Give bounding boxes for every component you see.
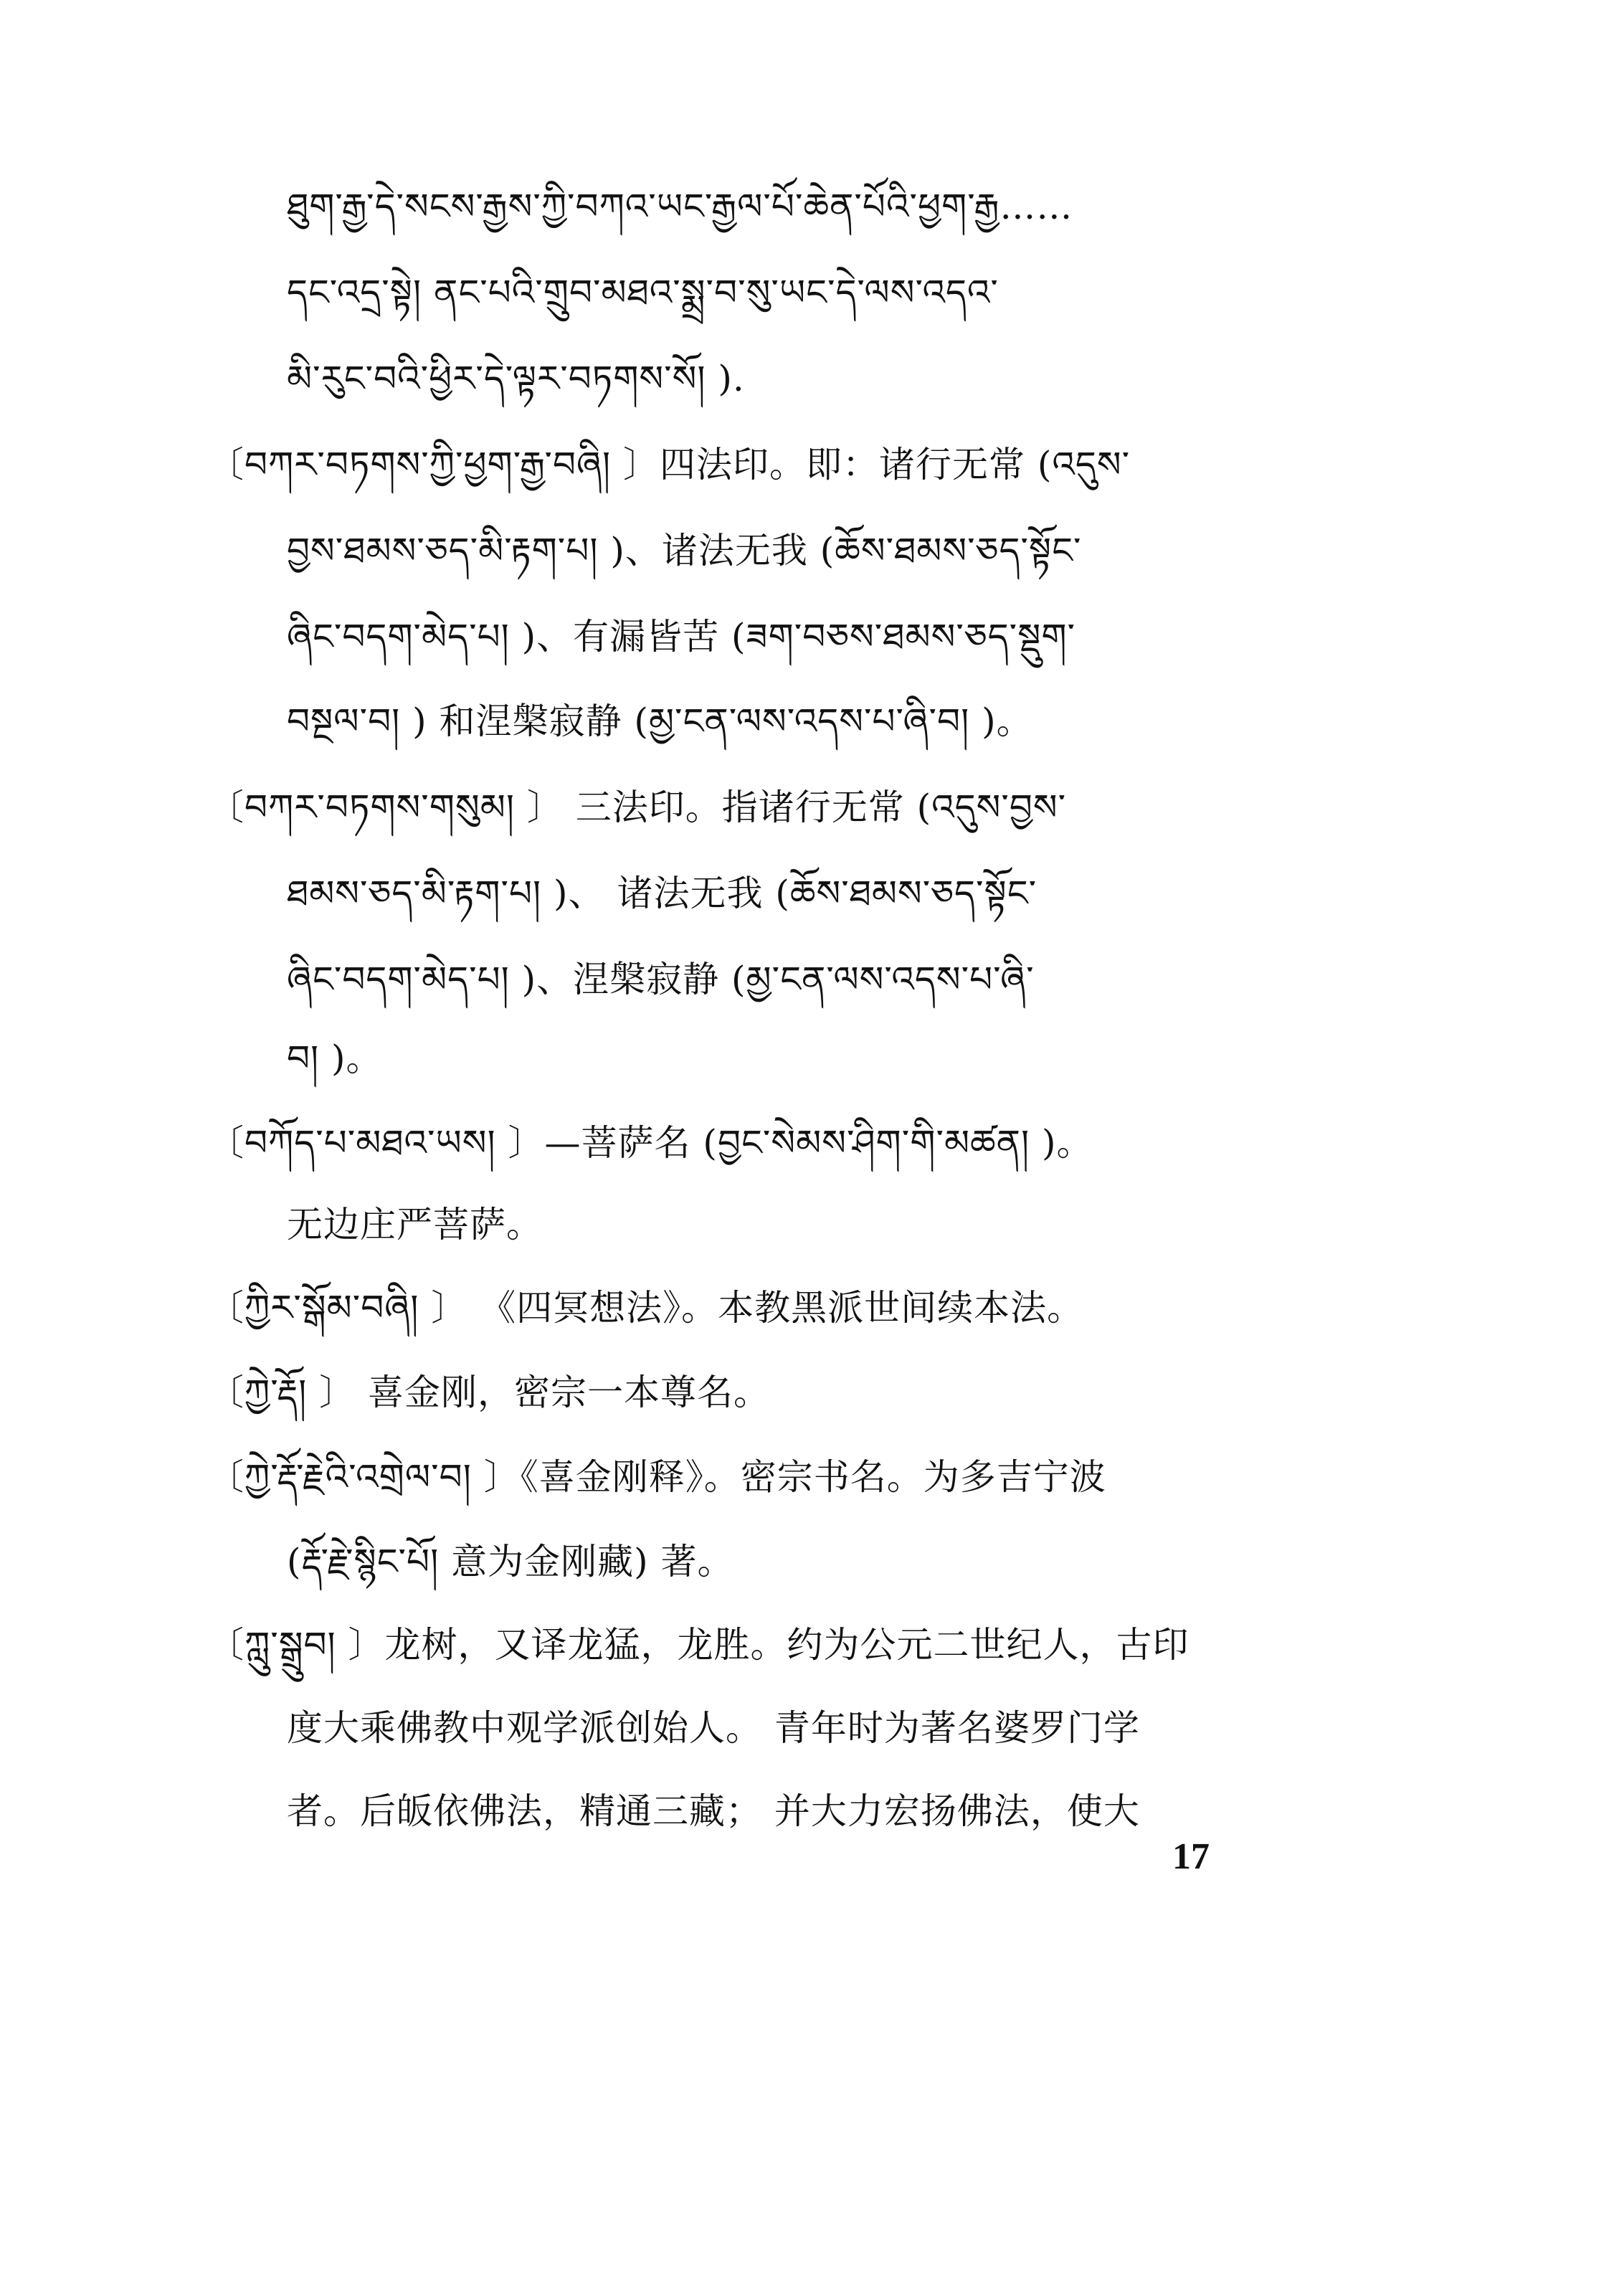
entry-bodhisattva: 〔བཀོད་པ་མཐའ་ཡས། 〕—菩萨名 (བྱང་སེམས་ཤིག་གི་མཚན། )。 bbox=[208, 1122, 1093, 1164]
entry-nagarjuna: 〔ཀླུ་སྒྲུབ། 〕龙树，又译龙猛，龙胜。约为公元二世纪人，古印 bbox=[208, 1624, 1189, 1666]
text-line-3: མི་རུང་བའི་ཕྱིར་དེ་ལྟར་བཏགས་སོ། ). bbox=[287, 358, 745, 399]
text-line-6: ཞིང་བདག་མེད་པ། )、有漏皆苦 (ཟག་བཅས་ཐམས་ཅད་སྡུག་ bbox=[287, 616, 1076, 657]
page-number: 17 bbox=[1172, 1836, 1210, 1877]
entry-three-seals: 〔བཀར་བཏགས་གསུམ། 〕 三法印。指诸行无常 (འདུས་བྱས་ bbox=[208, 787, 1067, 828]
text-line-2: དང་འདྲ་སྟེ། ནང་པའི་གྲུབ་མཐའ་སྨྲ་བ་སུ་ཡང་དེ་ལས་འདའ་ bbox=[287, 272, 999, 313]
entry-hevajra-commentary: 〔ཀྱེ་རྡོ་རྗེའི་འགྲེལ་བ། 〕《喜金刚释》。密宗书名。为多吉宁波 bbox=[208, 1456, 1106, 1498]
entry-hevajra: 〔ཀྱེ་རྡོ། 〕 喜金刚，密宗一本尊名。 bbox=[208, 1372, 771, 1413]
text-line-20: 者。后皈依佛法，精通三藏； 并大力宏扬佛法，使大 bbox=[287, 1790, 1140, 1832]
text-line-10: ཞིང་བདག་མེད་པ། )、涅槃寂静 (མྱ་ངན་ལས་འདས་པ་ཞི་ bbox=[287, 959, 1035, 1000]
text-line-9: ཐམས་ཅད་མི་རྟག་པ། )、 诸法无我 (ཆོས་ཐམས་ཅད་སྟོང་ bbox=[287, 873, 1037, 914]
text-line-13: 无边庄严菩萨。 bbox=[287, 1204, 543, 1245]
text-line-19: 度大乘佛教中观学派创始人。 青年时为著名婆罗门学 bbox=[287, 1707, 1140, 1749]
text-line-1: ཐུག་རྒྱ་དེ་སངས་རྒྱས་ཀྱི་བཀའ་ཡང་རྒྱལ་པོ་ཆེན་པོའི་ཕྱག་རྒྱ…… bbox=[287, 186, 1073, 227]
text-line-5: བྱས་ཐམས་ཅད་མི་རྟག་པ། )、诸法无我 (ཆོས་ཐམས་ཅད་སྟོང་ bbox=[287, 530, 1082, 571]
text-line-7: བསྔལ་བ། ) 和涅槃寂静 (མྱ་ངན་ལས་འདས་པ་ཞི་བ། )。 bbox=[287, 701, 1033, 742]
entry-four-meditations: 〔ཀྱིར་སྒོམ་བཞི། 〕 《四冥想法》。本教黑派世间续本法。 bbox=[208, 1287, 1084, 1329]
text-line-17: (རྡོ་རྗེ་སྙིང་པོ། 意为金刚藏) 著。 bbox=[287, 1541, 734, 1582]
entry-four-seals: 〔བཀར་བཏགས་ཀྱི་ཕྱག་རྒྱ་བཞི། 〕四法印。即：诸行无常 (འདུས་ bbox=[208, 444, 1131, 485]
text-line-11: བ། )。 bbox=[287, 1038, 383, 1079]
